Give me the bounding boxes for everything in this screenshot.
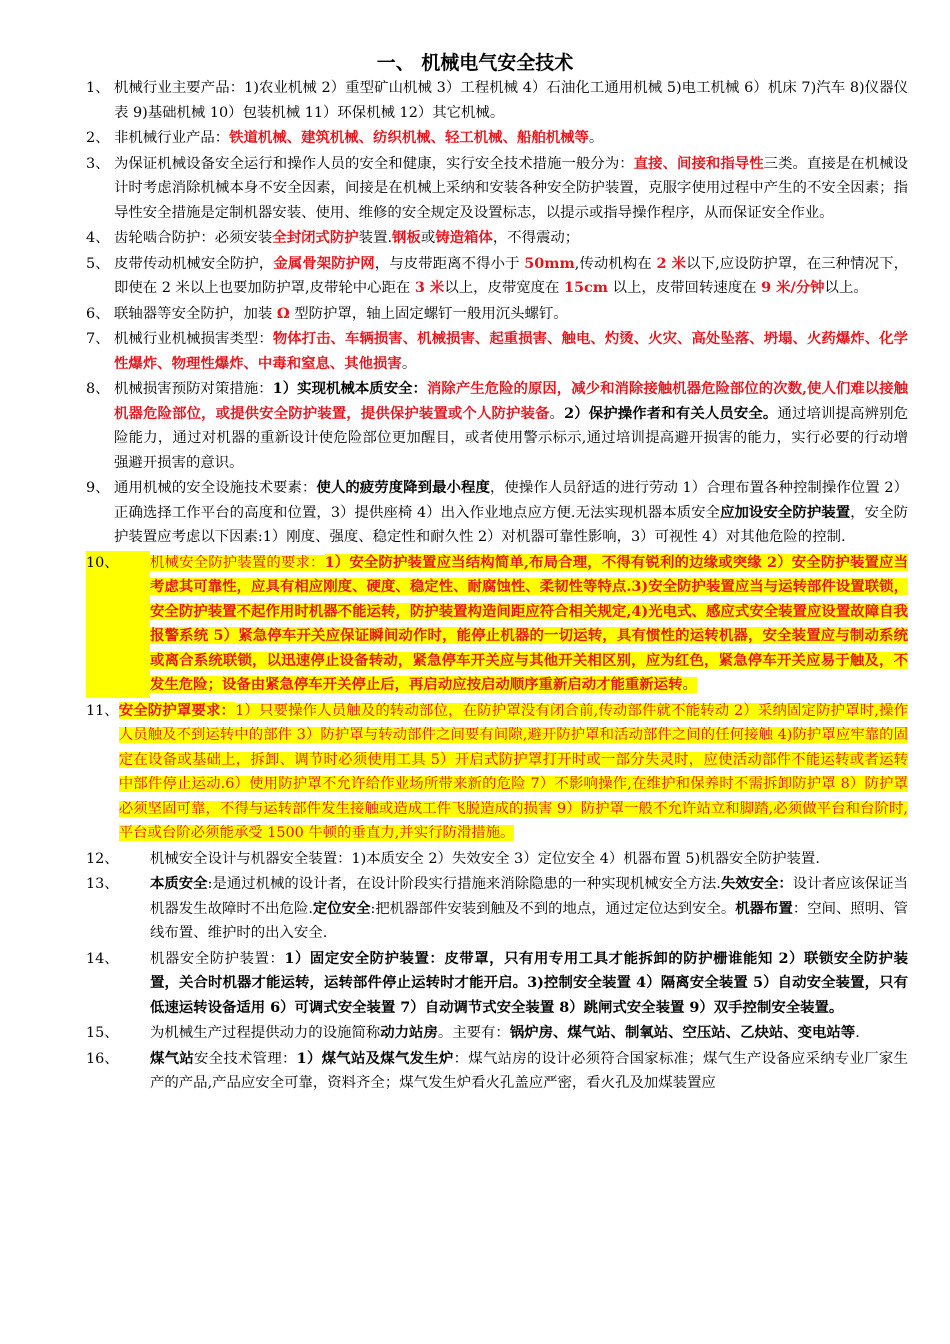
text-segment: 机械安全设计与机器安全装置：1)本质安全 2）失效安全 3）定位安全 4）机器布置 5)机器安全防护装置. [150,850,820,867]
list-item [86,327,908,376]
text-segment: 全封闭式防护 [272,229,359,246]
item-text [114,252,908,301]
text-segment: ，与皮带距离不得小于 [374,255,525,272]
item-number: 12、 [86,850,119,867]
item-text [114,126,908,151]
text-segment: 2）保护操作者和有关人员安全。 [564,404,778,422]
text-segment: 金属骨架防护网 [273,254,375,272]
text-segment: 机械行业机械损害类型： [114,331,273,347]
text-segment: 机械行业主要产品：1)农业机械 2）重型矿山机械 3）工程机械 4）石油化工通用机械 5)电工机械 6）机床 7)汽车 8)仪器仪表 9)基础机械 10）包装机械 11）环保机械 12）其它机械。 [114,80,908,121]
text-segment: :是通过机械的设计者，在设计阶段实行措施来消除隐患的一种实现机械安全方法. [207,876,721,892]
item-number: 8、 [86,381,110,397]
text-segment: 消除产生危险的原因，减少和消除接触机器危险部位的次数,使人们难以接触机器危险部位，或提供安全防护装置，提供保护装置或个人防护装备 [114,380,908,422]
text-segment: 煤气站 [150,1049,194,1067]
text-segment: 以上，皮带回转速度在 [608,280,762,296]
item-text [114,76,908,125]
text-segment: ，使操作人员舒适的进行劳动 1）合理布置各种控制操作位置 2）正确选择工作平台的高度和位置，3）提供座椅 4）出入作业地点应方便.无法实现机器本质安全 [114,480,908,521]
text-segment: 设计者应该保证当机器发生故障时不出危险. [150,876,908,917]
text-segment: 联轴器等安全防护，加装 [114,305,277,322]
list-item [86,377,908,475]
item-number: 11、 [86,702,119,719]
text-segment: 15cm [564,279,609,296]
list-item [86,302,908,327]
text-segment: ,传动机构在 [574,255,657,272]
text-segment: 50mm [524,254,575,272]
item-text [150,551,908,698]
item-text [114,377,908,475]
text-segment: 三类。直接是在机械设计时考虑消除机械本身不安全因素，间接是在机械上采纳和安装各种安全防护装置，克服字使用过程中产生的不安全因素；指导性安全措施是定制机器安装、使用、维修的安全规定及设置标志，以提示或指导操作程序，从而保证安全作业。 [114,155,908,221]
text-segment: 非机械行业产品： [114,130,230,146]
text-segment: 9 米/分钟 [761,279,825,296]
list-item [86,1021,908,1046]
text-segment: 机械损害预防对策措施： [114,381,273,397]
section-title: 一、 机械电气安全技术 [376,52,574,74]
text-segment: 或 [420,230,436,246]
text-segment: 。主要有： [437,1025,510,1041]
item-number: 3、 [86,155,110,172]
item-text [119,699,908,846]
item-number: 4、 [86,230,110,246]
text-segment: 3 米 [414,279,445,296]
text-segment: 通过培训提高辨别危险能力，通过对机器的重新设计使危险部位更加醒目，或者使用警示标示,通过培训提高避开损害的能力，实行必要的行动增强避开损害的意识。 [114,405,908,471]
item-number: 2、 [86,130,110,146]
text-segment: 1）安全防护装置应当结构简单,布局合理，不得有锐利的边缘或突缘 2）安全防护装置应当考虑其可靠性，应具有相应刚度、硬度、稳定性、耐腐蚀性、柔韧性等特点.3)安全防护装置应当与运转部件设置联锁，安全防护装置不起作用时机器不能运转，防护装置构造间距应符合相关规定,4)光电式、感应式安全装置应设置故障自我报警系统 5）紧急停车开关应保证瞬间动作时，能停止机器的一切运转，具有惯性的运转机器，安全装置应与制动系统或离合系统联锁，以迅速停止设备转动，紧急停车开关应与其他开关相区别，应为红色，紧急停车开关应易于触及，不发生危险；设备由紧急停车开关停止后，再启动应按启动顺序重新启动才能重新运转 [150,553,908,693]
text-segment: ，不得震动； [492,230,580,246]
text-segment: 安全技术管理： [194,1050,297,1067]
text-segment: 钢板 [392,229,421,246]
item-text [114,226,908,251]
text-segment: 以上。 [824,280,868,296]
text-segment: 2 米 [656,254,687,272]
text-segment: 铸造箱体 [435,229,493,246]
text-segment: 动力站房 [380,1024,438,1041]
list-item [86,126,908,151]
text-segment: 为保证机械设备安全运行和操作人员的安全和健康，实行安全技术措施一般分为： [114,155,634,172]
list-item [86,252,908,301]
item-text [150,872,908,946]
text-segment: 齿轮啮合防护：必须安装 [114,230,273,246]
item-number: 5、 [86,255,110,272]
text-segment: . [855,1025,860,1041]
item-number: 6、 [86,305,110,322]
text-segment: ：煤气站房的设计必须符合国家标准；煤气生产设备应采纳专业厂家生产的产品,产品应安全可靠，资料齐全；煤气发生炉看火孔盖应严密，看火孔及加煤装置应 [150,1050,908,1091]
text-segment: 定位安全 [312,899,371,917]
item-text [150,1021,908,1046]
text-segment: 失效安全： [720,875,793,892]
item-text [150,947,908,1021]
list-item [86,1047,908,1096]
text-segment: 物体打击、车辆损害、机械损害、起重损害、触电、灼烫、火灾、高处坠落、坍塌、火药爆炸、化学性爆炸、物理性爆炸、中毒和窒息、其他损害 [114,330,908,372]
text-segment: 通用机械的安全设施技术要素： [114,480,317,496]
item-number: 9、 [86,480,110,496]
list-item [86,872,908,946]
text-segment: 机器布置 [735,899,793,917]
text-segment: 铁道机械、建筑机械、纺织机械、轻工机械、船舶机械等 [229,129,589,146]
item-number: 7、 [86,331,110,347]
text-segment: ，安全防护装置应考虑以下因素:1）刚度、强度、稳定性和耐久性 2）对机器可靠性影响，3）可视性 4）对其他危险的控制. [114,504,908,545]
list-item [86,76,908,125]
text-segment: 1）固定安全防护装置：皮带罩，只有用专用工具才能拆卸的防护栅谁能知 2）联锁安全防护装置，关合时机器才能运转，运转部件停止运转时才能开启。3)控制安全装置 4）隔离安全装置 5）自动安全装置，只有低速运转设备适用 6）可调式安全装置 7）自动调节式安全装置 8）跳闸式安全装置 9）双手控制安全装置。 [150,949,908,1016]
text-segment: Ω [276,304,290,322]
text-segment: 锅炉房、煤气站、制氧站、空压站、乙炔站、变电站等 [509,1024,856,1041]
text-segment: 机器安全防护装置： [150,950,285,967]
text-segment: 使人的疲劳度降到最小程度 [316,479,490,496]
item-number: 15、 [86,1025,119,1041]
text-segment: ：空间、照明、管线布置、维护时的出入安全. [150,900,908,941]
text-segment: 本质安全 [150,875,208,892]
list-item [86,476,908,550]
text-segment: 为机械生产过程提供动力的设施简称 [150,1025,381,1041]
item-text [114,152,908,226]
list-item [86,947,908,1021]
list-item [86,551,908,698]
text-segment: 型防护罩，轴上固定螺钉一般用沉头螺钉。 [289,305,568,322]
item-number: 10、 [86,551,150,698]
text-segment: 。 [682,677,697,693]
text-segment: 机械安全防护装置的要求： [150,554,325,571]
text-segment: 1）煤气站及煤气发生炉 [296,1049,454,1067]
text-segment: 装置. [358,230,393,246]
item-number: 14、 [86,950,119,967]
text-segment: 。 [549,405,565,422]
item-number: 16、 [86,1050,119,1067]
item-text [114,476,908,550]
text-segment: 安全防护罩要求： [118,701,236,719]
item-text [114,302,908,327]
text-segment: 皮带传动机械安全防护， [114,255,274,272]
item-number: 13、 [86,876,119,892]
list-item [86,152,908,226]
list-item [86,226,908,251]
item-text [150,847,908,872]
item-number: 1、 [86,80,110,96]
text-segment: 应加设安全防护装置 [720,503,851,521]
item-text [150,1047,908,1096]
text-segment: 。 [588,130,604,146]
list-item [86,847,908,872]
text-segment: 1）只要操作人员触及的转动部位，在防护罩没有闭合前,传动部件就不能转动 2）采纳固定防护罩时,操作人员触及不到运转中的部件 3）防护罩与转动部件之间要有间隙,避开防护罩和活动部件之间的任何接触 4)防护罩应牢靠的固定在设备或基础上，拆卸、调节时必须使用工具 5）开启式防护罩打开时或一部分失灵时，应使活动部件不能运转或者运转中部件停止运动.6）使用防护罩不允许给作业场所带来新的危险 7）不影响操作,在维护和保养时不需拆卸防护罩 8）防护罩必须坚固可靠，不得与运转部件发生接触或造成工件飞脱造成的损害 9）防护罩一般不允许站立和脚踏,必须做平台和台阶时,平台或台阶必须能承受 1500 牛顿的垂直力,并实行防滑措施。 [118,702,908,841]
text-segment: 以上，皮带宽度在 [444,280,565,296]
item-text [114,327,908,376]
item-list [86,76,908,1097]
text-segment: 直接、间接和指导性 [633,154,764,172]
text-segment: 。 [401,355,417,372]
list-item [86,699,908,846]
text-segment: 1）实现机械本质安全： [272,380,427,397]
text-segment: 以下,应设防护罩，在三种情况下，即使在 2 米以上也要加防护罩,皮带轮中心距在 [114,255,908,296]
text-segment: :把机器部件安装到触及不到的地点，通过定位达到安全。 [370,900,736,917]
